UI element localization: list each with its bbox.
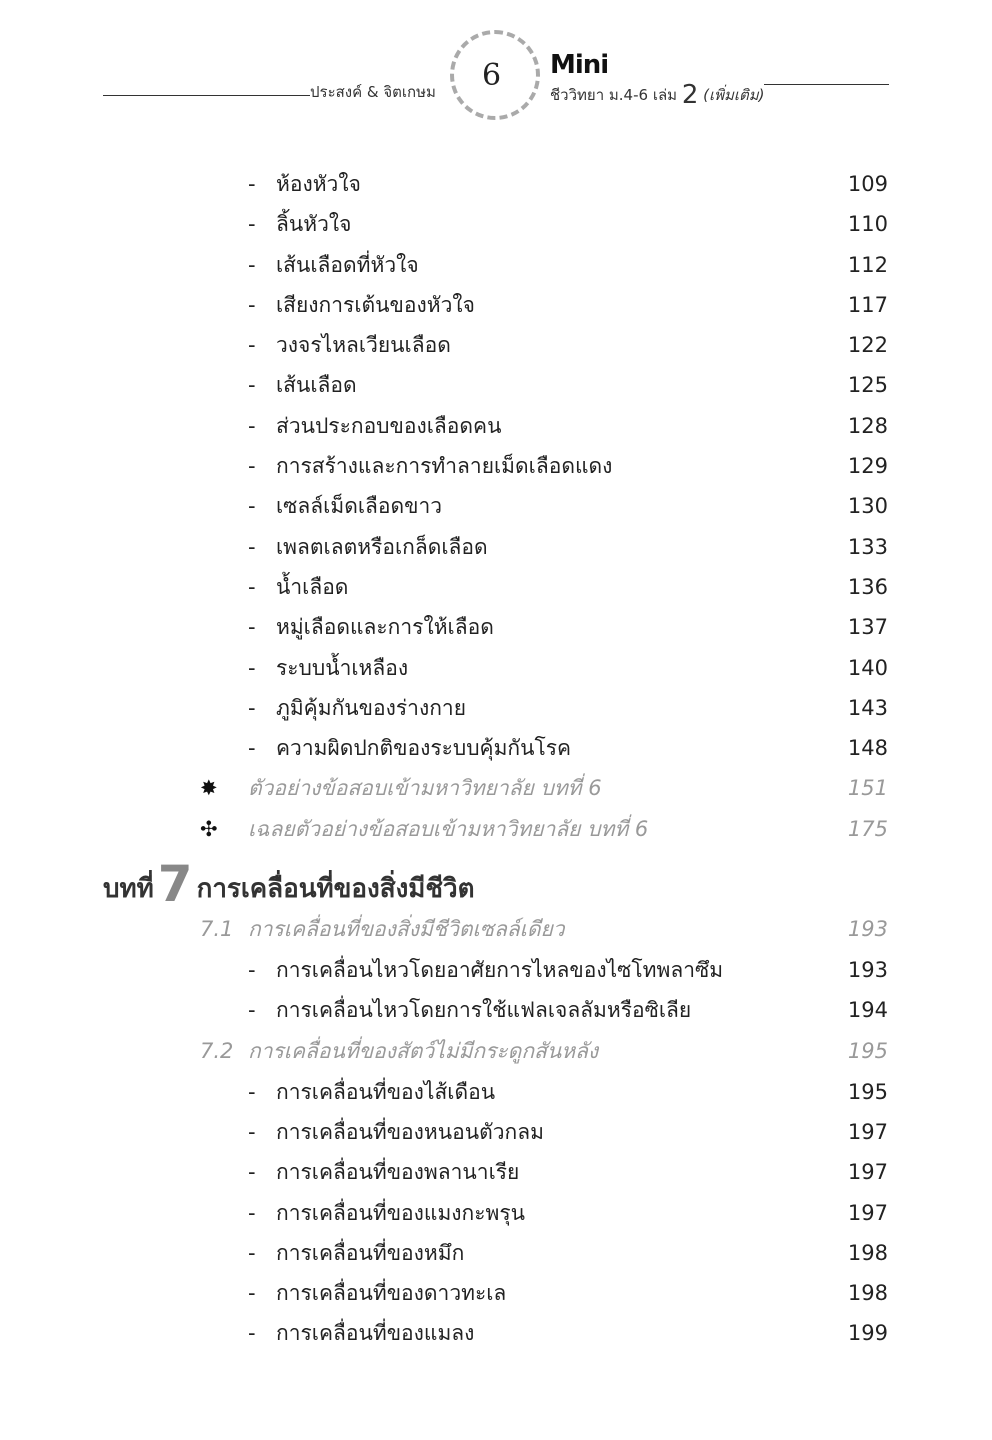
star-burst-icon: ✸ [200,776,218,801]
dash-marker: - [248,1321,256,1346]
dash-marker: - [248,998,256,1023]
entry-page: 136 [847,574,888,599]
toc-entry[interactable] [0,688,992,728]
chapter-word: บทที่ [103,874,154,905]
section-heading[interactable] [0,909,992,950]
toc-entry[interactable] [0,365,992,405]
entry-title: ภูมิคุ้มกันของร่างกาย [276,695,467,720]
dash-marker: - [248,172,256,196]
entry-title: การเคลื่อนที่ของหมึก [276,1240,465,1265]
toc-entry[interactable] [0,406,992,446]
header-rule-right [764,84,889,85]
entry-title: การเคลื่อนที่ของพลานาเรีย [276,1160,520,1185]
entry-title: น้ำเลือด [276,574,349,599]
section-number: 7.2 [200,1038,234,1063]
chapter-heading [0,855,992,914]
entry-title: ส่วนประกอบของเลือดคน [276,413,502,438]
brand-logo: Mini [550,50,609,80]
entry-title: เพลตเลตหรือเกล็ดเลือด [276,534,488,559]
entry-title: เสียงการเต้นของหัวใจ [276,292,475,317]
dash-marker: - [248,454,256,479]
entry-title: ห้องหัวใจ [276,172,361,196]
section-page: 195 [847,1038,888,1063]
dash-marker: - [248,1079,256,1104]
dash-marker: - [248,695,256,720]
entry-title: เส้นเลือด [276,373,357,398]
entry-page: 197 [847,1160,888,1185]
dash-marker: - [248,212,256,237]
dash-marker: - [248,1119,256,1144]
entry-title: ระบบน้ำเหลือง [276,655,409,680]
toc-entry[interactable] [0,527,992,567]
dash-marker: - [248,958,256,983]
section-number: 7.1 [200,917,234,942]
toc-entry[interactable] [0,1313,992,1353]
toc-entry[interactable] [0,1193,992,1233]
entry-title: การเคลื่อนที่ของแมลง [276,1321,475,1346]
dash-marker: - [248,1240,256,1265]
chapter-number: 7 [157,855,193,914]
entry-title: เส้นเลือดที่หัวใจ [276,252,419,277]
entry-title: ความผิดปกติของระบบคุ้มกันโรค [276,736,572,761]
dash-marker: - [248,292,256,317]
four-dot-cross-icon: ✣ [200,816,218,841]
entry-title: วงจรไหลเวียนเลือด [276,333,451,358]
entry-page: 198 [847,1281,888,1306]
entry-title: การเคลื่อนไหวโดยการใช้แฟลเจลลัมหรือซิเลีย [276,998,692,1023]
dash-marker: - [248,413,256,438]
entry-title: การเคลื่อนที่ของดาวทะเล [276,1281,507,1306]
edition: (เพิ่มเติม) [703,86,765,104]
entry-title: การเคลื่อนที่ของหนอนตัวกลม [276,1119,544,1144]
toc-entry[interactable] [0,1273,992,1313]
subtitle-text: ชีววิทยา ม.4-6 เล่ม [550,86,678,104]
volume-number: 2 [681,80,699,110]
dash-marker: - [248,1160,256,1185]
entry-page: 109 [847,172,888,196]
toc-entry[interactable] [0,1233,992,1273]
entry-title: การเคลื่อนที่ของไส้เดือน [276,1079,496,1104]
entry-title: หมู่เลือดและการให้เลือด [276,615,494,640]
entry-title: การเคลื่อนไหวโดยอาศัยการไหลของไซโทพลาซึม [276,958,724,983]
entry-page: 137 [847,615,888,640]
entry-page: 199 [847,1321,888,1346]
toc-entry-answers[interactable] [0,809,992,849]
entry-page: 117 [847,292,888,317]
chapter-label [103,855,475,914]
toc-entry[interactable] [0,446,992,486]
toc-entry[interactable] [0,285,992,325]
toc-entry[interactable] [0,990,992,1030]
dash-marker: - [248,252,256,277]
entry-page: 125 [847,373,888,398]
entry-title: ตัวอย่างข้อสอบเข้ามหาวิทยาลัย บทที่ 6 [248,776,602,801]
dash-marker: - [248,373,256,398]
entry-page: 129 [847,454,888,479]
book-subtitle [550,80,765,110]
entry-page: 128 [847,413,888,438]
toc-entry[interactable] [0,950,992,990]
page-number: 6 [482,58,502,93]
section-title: การเคลื่อนที่ของสัตว์ไม่มีกระดูกสันหลัง [248,1038,599,1063]
toc-entry-exam[interactable] [0,768,992,808]
toc-entry[interactable] [0,164,992,204]
dash-marker: - [248,615,256,640]
entry-title: เซลล์เม็ดเลือดขาว [276,494,443,519]
entry-title: เฉลยตัวอย่างข้อสอบเข้ามหาวิทยาลัย บทที่ 6 [248,816,649,841]
dash-marker: - [248,1281,256,1306]
dash-marker: - [248,534,256,559]
entry-title: การสร้างและการทำลายเม็ดเลือดแดง [276,454,613,479]
dash-marker: - [248,1200,256,1225]
chapter-title: การเคลื่อนที่ของสิ่งมีชีวิต [196,874,475,905]
entry-page: 122 [847,333,888,358]
toc-entry[interactable] [0,204,992,244]
dash-marker: - [248,574,256,599]
dash-marker: - [248,655,256,680]
entry-page: 151 [847,776,888,801]
entry-page: 143 [847,695,888,720]
entry-title: ลิ้นหัวใจ [276,212,352,237]
entry-page: 195 [847,1079,888,1104]
entry-page: 112 [847,252,888,277]
entry-page: 140 [847,655,888,680]
entry-page: 198 [847,1240,888,1265]
toc-entry[interactable] [0,567,992,607]
toc-entry[interactable] [0,1112,992,1152]
section-page: 193 [847,917,888,942]
header-authors: ประสงค์ & จิตเกษม [310,83,436,101]
entry-page: 197 [847,1200,888,1225]
dash-marker: - [248,494,256,519]
toc-entry[interactable] [0,1072,992,1112]
entry-page: 194 [847,998,888,1023]
entry-page: 133 [847,534,888,559]
entry-page: 197 [847,1119,888,1144]
entry-page: 110 [847,212,888,237]
entry-page: 193 [847,958,888,983]
entry-page: 175 [847,816,888,841]
toc-entry[interactable] [0,648,992,688]
header-rule-left [103,95,310,96]
dash-marker: - [248,736,256,761]
toc-entry[interactable] [0,325,992,365]
toc-entry[interactable] [0,245,992,285]
entry-page: 130 [847,494,888,519]
toc-entry[interactable] [0,607,992,647]
toc-entry[interactable] [0,728,992,768]
toc-entry[interactable] [0,486,992,526]
table-of-contents [0,164,992,1354]
dash-marker: - [248,333,256,358]
section-heading[interactable] [0,1031,992,1072]
entry-page: 148 [847,736,888,761]
section-title: การเคลื่อนที่ของสิ่งมีชีวิตเซลล์เดียว [248,917,565,942]
toc-entry[interactable] [0,1152,992,1192]
entry-title: การเคลื่อนที่ของแมงกะพรุน [276,1200,526,1225]
